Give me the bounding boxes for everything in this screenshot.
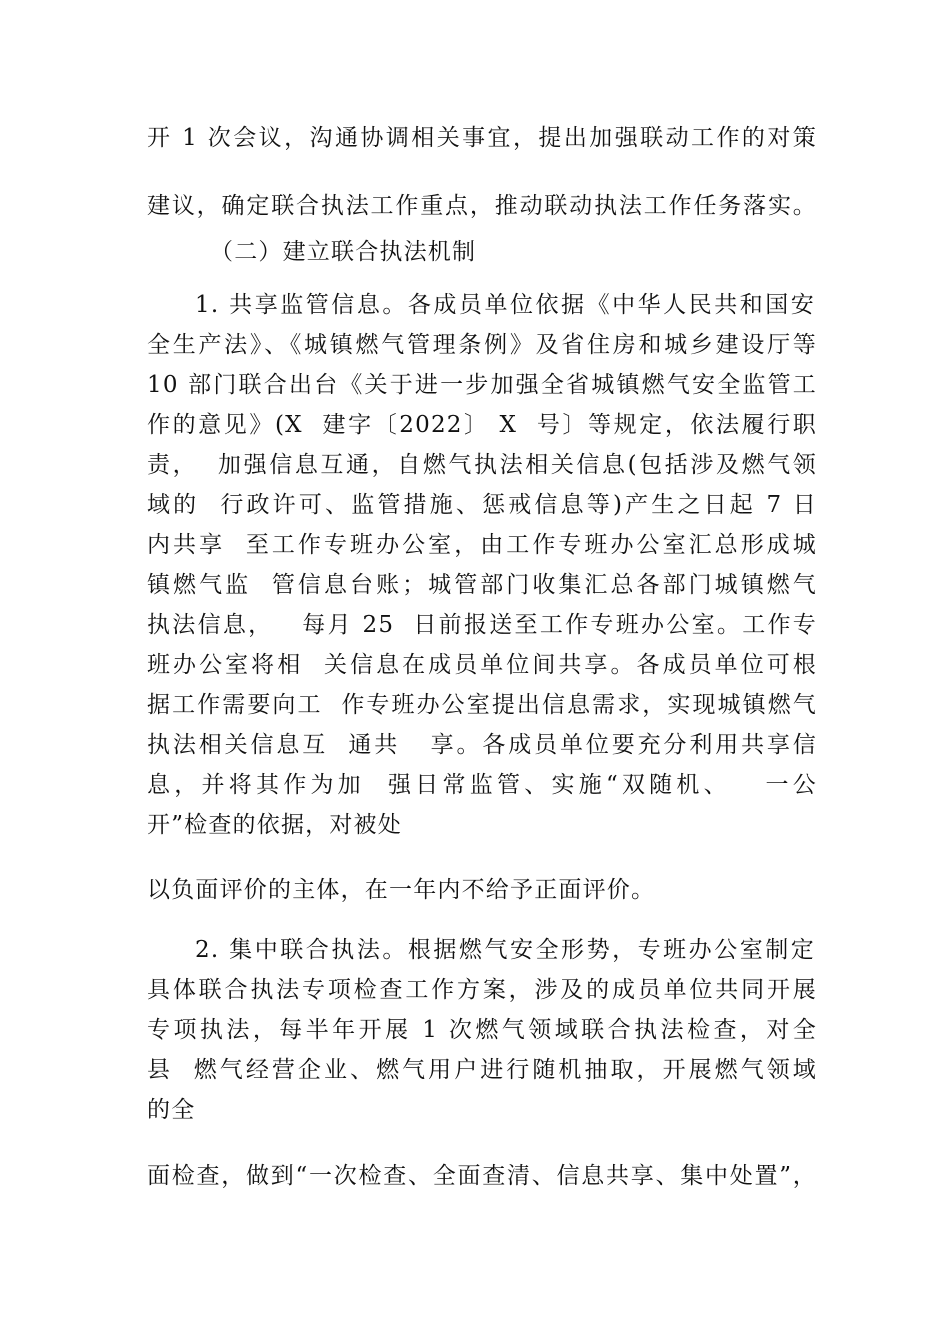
- paragraph-line: 开 1 次会议，沟通协调相关事宜，提出加强联动工作的对策: [147, 125, 817, 151]
- paragraph-line: 建议，确定联合执法工作重点，推动联动执法工作任务落实。: [147, 193, 817, 219]
- paragraph-line: 息，并将其作为加 强日常监管、实施“双随机、 一公: [147, 772, 817, 798]
- paragraph-line: 以负面评价的主体，在一年内不给予正面评价。: [147, 877, 656, 903]
- paragraph-line: 域的 行政许可、监管措施、惩戒信息等)产生之日起 7 日: [147, 492, 817, 518]
- paragraph-line: 执法相关信息互 通共 享。各成员单位要充分利用共享信: [147, 732, 817, 758]
- paragraph-line: 县 燃气经营企业、燃气用户进行随机抽取，开展燃气领域: [147, 1057, 817, 1083]
- paragraph-line: 班办公室将相 关信息在成员单位间共享。各成员单位可根: [147, 652, 817, 678]
- paragraph-line: 镇燃气监 管信息台账；城管部门收集汇总各部门城镇燃气: [147, 572, 817, 598]
- paragraph-line: 1. 共享监管信息。各成员单位依据《中华人民共和国安: [195, 292, 815, 318]
- paragraph-line: 具体联合执法专项检查工作方案，涉及的成员单位共同开展: [147, 977, 817, 1003]
- paragraph-line: 开”检查的依据，对被处: [147, 812, 402, 838]
- paragraph-line: 2. 集中联合执法。根据燃气安全形势，专班办公室制定: [195, 937, 815, 963]
- paragraph-line: 全生产法》、《城镇燃气管理条例》及省住房和城乡建设厅等: [147, 332, 817, 358]
- paragraph-line: 10 部门联合出台《关于进一步加强全省城镇燃气安全监管工: [147, 372, 817, 398]
- paragraph-line: 面检查，做到“一次检查、全面查清、信息共享、集中处置”，: [147, 1163, 817, 1189]
- paragraph-line: 的全: [147, 1097, 196, 1123]
- paragraph-line: 执法信息， 每月 25 日前报送至工作专班办公室。工作专: [147, 612, 817, 638]
- paragraph-line: 据工作需要向工 作专班办公室提出信息需求，实现城镇燃气: [147, 692, 817, 718]
- paragraph-line: 内共享 至工作专班办公室，由工作专班办公室汇总形成城: [147, 532, 817, 558]
- paragraph-line: 作的意见》(X 建字〔2022〕 X 号〕等规定，依法履行职: [147, 412, 817, 438]
- paragraph-line: 责， 加强信息互通，自燃气执法相关信息(包括涉及燃气领: [147, 452, 817, 478]
- section-heading: （二）建立联合执法机制: [210, 239, 477, 265]
- paragraph-line: 专项执法，每半年开展 1 次燃气领域联合执法检查，对全: [147, 1017, 817, 1043]
